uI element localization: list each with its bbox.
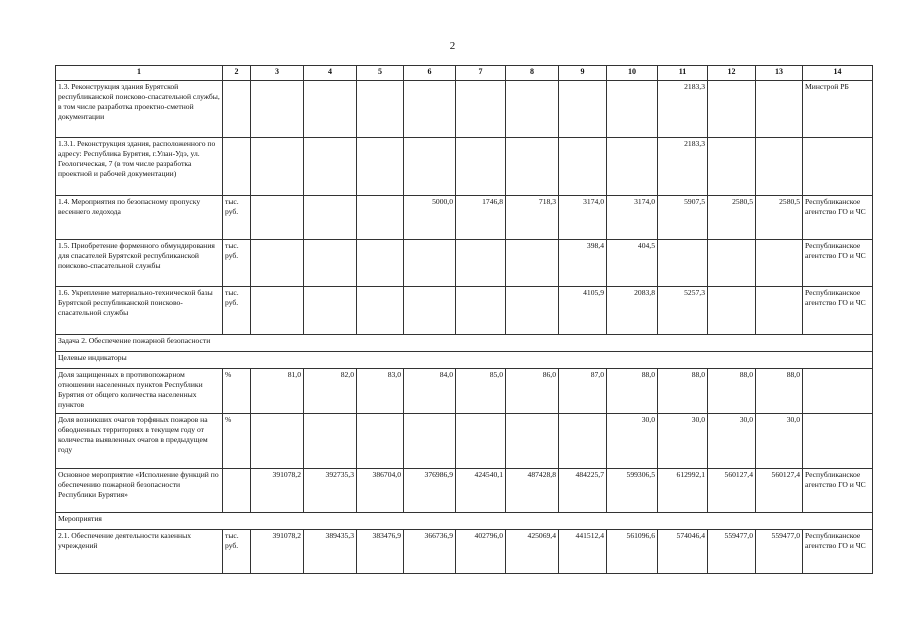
- value-cell: 424540,1: [456, 469, 506, 513]
- unit-cell: %: [223, 369, 251, 414]
- value-cell: 386704,0: [357, 469, 404, 513]
- value-cell: [304, 287, 357, 335]
- unit-cell: [223, 138, 251, 196]
- value-cell: 88,0: [756, 369, 803, 414]
- unit-cell: тыс. руб.: [223, 240, 251, 287]
- value-cell: 398,4: [559, 240, 607, 287]
- value-cell: [506, 287, 559, 335]
- value-cell: [756, 138, 803, 196]
- value-cell: [708, 138, 756, 196]
- column-header: 10: [607, 66, 658, 81]
- value-cell: [506, 81, 559, 138]
- value-cell: [304, 240, 357, 287]
- item-name-cell: Доля защищенных в противопожарном отношении населенных пунктов Республики Бурятия от общего количества населенных пунктов: [56, 369, 223, 414]
- value-cell: [756, 81, 803, 138]
- value-cell: 1746,8: [456, 196, 506, 240]
- table-body: [56, 81, 873, 574]
- header-row: [56, 66, 873, 81]
- value-cell: [506, 414, 559, 469]
- program-table: [55, 65, 873, 574]
- executor-cell: Республиканское агентство ГО и ЧС: [803, 196, 873, 240]
- executor-cell: Республиканское агентство ГО и ЧС: [803, 287, 873, 335]
- table-row: [56, 196, 873, 240]
- value-cell: [456, 287, 506, 335]
- unit-cell: %: [223, 414, 251, 469]
- column-header: 4: [304, 66, 357, 81]
- value-cell: [251, 196, 304, 240]
- value-cell: [404, 138, 456, 196]
- column-header: 2: [223, 66, 251, 81]
- value-cell: 391078,2: [251, 530, 304, 574]
- value-cell: 559477,0: [756, 530, 803, 574]
- value-cell: [607, 81, 658, 138]
- value-cell: 559477,0: [708, 530, 756, 574]
- executor-cell: Минстрой РБ: [803, 81, 873, 138]
- value-cell: [357, 138, 404, 196]
- value-cell: [559, 414, 607, 469]
- value-cell: [708, 81, 756, 138]
- column-header: 13: [756, 66, 803, 81]
- value-cell: [708, 240, 756, 287]
- value-cell: [251, 138, 304, 196]
- column-header: 3: [251, 66, 304, 81]
- section-title: Целевые индикаторы: [56, 352, 873, 369]
- column-header: 5: [357, 66, 404, 81]
- table-row: [56, 369, 873, 414]
- value-cell: 574046,4: [658, 530, 708, 574]
- value-cell: 561096,6: [607, 530, 658, 574]
- value-cell: 2183,3: [658, 81, 708, 138]
- table-row: [56, 530, 873, 574]
- value-cell: 402796,0: [456, 530, 506, 574]
- value-cell: 30,0: [658, 414, 708, 469]
- executor-cell: [803, 369, 873, 414]
- executor-cell: Республиканское агентство ГО и ЧС: [803, 530, 873, 574]
- column-header: 9: [559, 66, 607, 81]
- value-cell: 366736,9: [404, 530, 456, 574]
- unit-cell: [223, 469, 251, 513]
- value-cell: 2083,8: [607, 287, 658, 335]
- value-cell: 87,0: [559, 369, 607, 414]
- value-cell: [456, 240, 506, 287]
- value-cell: [357, 81, 404, 138]
- value-cell: 81,0: [251, 369, 304, 414]
- value-cell: [304, 196, 357, 240]
- unit-cell: тыс. руб.: [223, 530, 251, 574]
- value-cell: 2183,3: [658, 138, 708, 196]
- value-cell: [506, 138, 559, 196]
- value-cell: 82,0: [304, 369, 357, 414]
- column-header: 12: [708, 66, 756, 81]
- value-cell: [357, 240, 404, 287]
- value-cell: [456, 414, 506, 469]
- value-cell: 392735,3: [304, 469, 357, 513]
- column-header: 14: [803, 66, 873, 81]
- value-cell: [506, 240, 559, 287]
- item-name-cell: Доля возникших очагов торфяных пожаров на обводненных территориях в текущем году от количества выявленных очагов в предыдущем году: [56, 414, 223, 469]
- table-row: [56, 138, 873, 196]
- executor-cell: [803, 138, 873, 196]
- value-cell: [404, 414, 456, 469]
- section-title: Задача 2. Обеспечение пожарной безопасности: [56, 335, 873, 352]
- unit-cell: тыс. руб.: [223, 287, 251, 335]
- value-cell: [756, 287, 803, 335]
- value-cell: 560127,4: [708, 469, 756, 513]
- value-cell: 30,0: [708, 414, 756, 469]
- value-cell: 441512,4: [559, 530, 607, 574]
- value-cell: 83,0: [357, 369, 404, 414]
- table-row: [56, 81, 873, 138]
- value-cell: [357, 287, 404, 335]
- value-cell: [456, 138, 506, 196]
- value-cell: [357, 196, 404, 240]
- value-cell: [658, 240, 708, 287]
- value-cell: 2580,5: [756, 196, 803, 240]
- value-cell: 3174,0: [607, 196, 658, 240]
- value-cell: [304, 138, 357, 196]
- value-cell: 86,0: [506, 369, 559, 414]
- column-header: 6: [404, 66, 456, 81]
- section-row: [56, 335, 873, 352]
- value-cell: [404, 287, 456, 335]
- value-cell: 383476,9: [357, 530, 404, 574]
- value-cell: 30,0: [756, 414, 803, 469]
- value-cell: 718,3: [506, 196, 559, 240]
- value-cell: 391078,2: [251, 469, 304, 513]
- table-row: [56, 469, 873, 513]
- value-cell: 88,0: [658, 369, 708, 414]
- value-cell: 404,5: [607, 240, 658, 287]
- value-cell: [304, 414, 357, 469]
- value-cell: [708, 287, 756, 335]
- section-title: Мероприятия: [56, 513, 873, 530]
- item-name-cell: 1.3.1. Реконструкция здания, расположенного по адресу: Республика Бурятия, г.Улан-Удэ, ул. Геологическая, 7 (в том числе разработка проектной и рабочей документации): [56, 138, 223, 196]
- value-cell: [559, 81, 607, 138]
- value-cell: [404, 81, 456, 138]
- value-cell: 88,0: [607, 369, 658, 414]
- column-header: 11: [658, 66, 708, 81]
- value-cell: 5000,0: [404, 196, 456, 240]
- executor-cell: Республиканское агентство ГО и ЧС: [803, 469, 873, 513]
- executor-cell: Республиканское агентство ГО и ЧС: [803, 240, 873, 287]
- value-cell: [251, 414, 304, 469]
- value-cell: [456, 81, 506, 138]
- executor-cell: [803, 414, 873, 469]
- value-cell: 599306,5: [607, 469, 658, 513]
- table-row: [56, 240, 873, 287]
- value-cell: 425069,4: [506, 530, 559, 574]
- page-number: 2: [449, 40, 456, 52]
- value-cell: 84,0: [404, 369, 456, 414]
- item-name-cell: 1.3. Реконструкция здания Бурятской республиканской поисково-спасательной службы, в том числе разработка проектно-сметной документации: [56, 81, 223, 138]
- item-name-cell: 2.1. Обеспечение деятельности казенных учреждений: [56, 530, 223, 574]
- value-cell: 5907,5: [658, 196, 708, 240]
- value-cell: 88,0: [708, 369, 756, 414]
- value-cell: [404, 240, 456, 287]
- column-header: 8: [506, 66, 559, 81]
- section-row: [56, 352, 873, 369]
- value-cell: 612992,1: [658, 469, 708, 513]
- item-name-cell: 1.4. Мероприятия по безопасному пропуску весеннего ледохода: [56, 196, 223, 240]
- value-cell: 487428,8: [506, 469, 559, 513]
- column-header: 7: [456, 66, 506, 81]
- section-row: [56, 513, 873, 530]
- value-cell: [559, 138, 607, 196]
- item-name-cell: 1.5. Приобретение форменного обмундирования для спасателей Бурятской республиканской поисково-спасательной службы: [56, 240, 223, 287]
- unit-cell: [223, 81, 251, 138]
- value-cell: [251, 287, 304, 335]
- item-name-cell: Основное мероприятие «Исполнение функций по обеспечению пожарной безопасности Республики Бурятия»: [56, 469, 223, 513]
- unit-cell: тыс. руб.: [223, 196, 251, 240]
- value-cell: 560127,4: [756, 469, 803, 513]
- value-cell: [251, 81, 304, 138]
- table-row: [56, 414, 873, 469]
- value-cell: 3174,0: [559, 196, 607, 240]
- value-cell: 2580,5: [708, 196, 756, 240]
- value-cell: 389435,3: [304, 530, 357, 574]
- value-cell: [756, 240, 803, 287]
- table-row: [56, 287, 873, 335]
- value-cell: [251, 240, 304, 287]
- column-header: 1: [56, 66, 223, 81]
- value-cell: 4105,9: [559, 287, 607, 335]
- value-cell: [607, 138, 658, 196]
- value-cell: [357, 414, 404, 469]
- value-cell: 484225,7: [559, 469, 607, 513]
- item-name-cell: 1.6. Укрепление материально-технической базы Бурятской республиканской поисково-спасательной службы: [56, 287, 223, 335]
- value-cell: [304, 81, 357, 138]
- value-cell: 5257,3: [658, 287, 708, 335]
- value-cell: 85,0: [456, 369, 506, 414]
- value-cell: 376986,9: [404, 469, 456, 513]
- value-cell: 30,0: [607, 414, 658, 469]
